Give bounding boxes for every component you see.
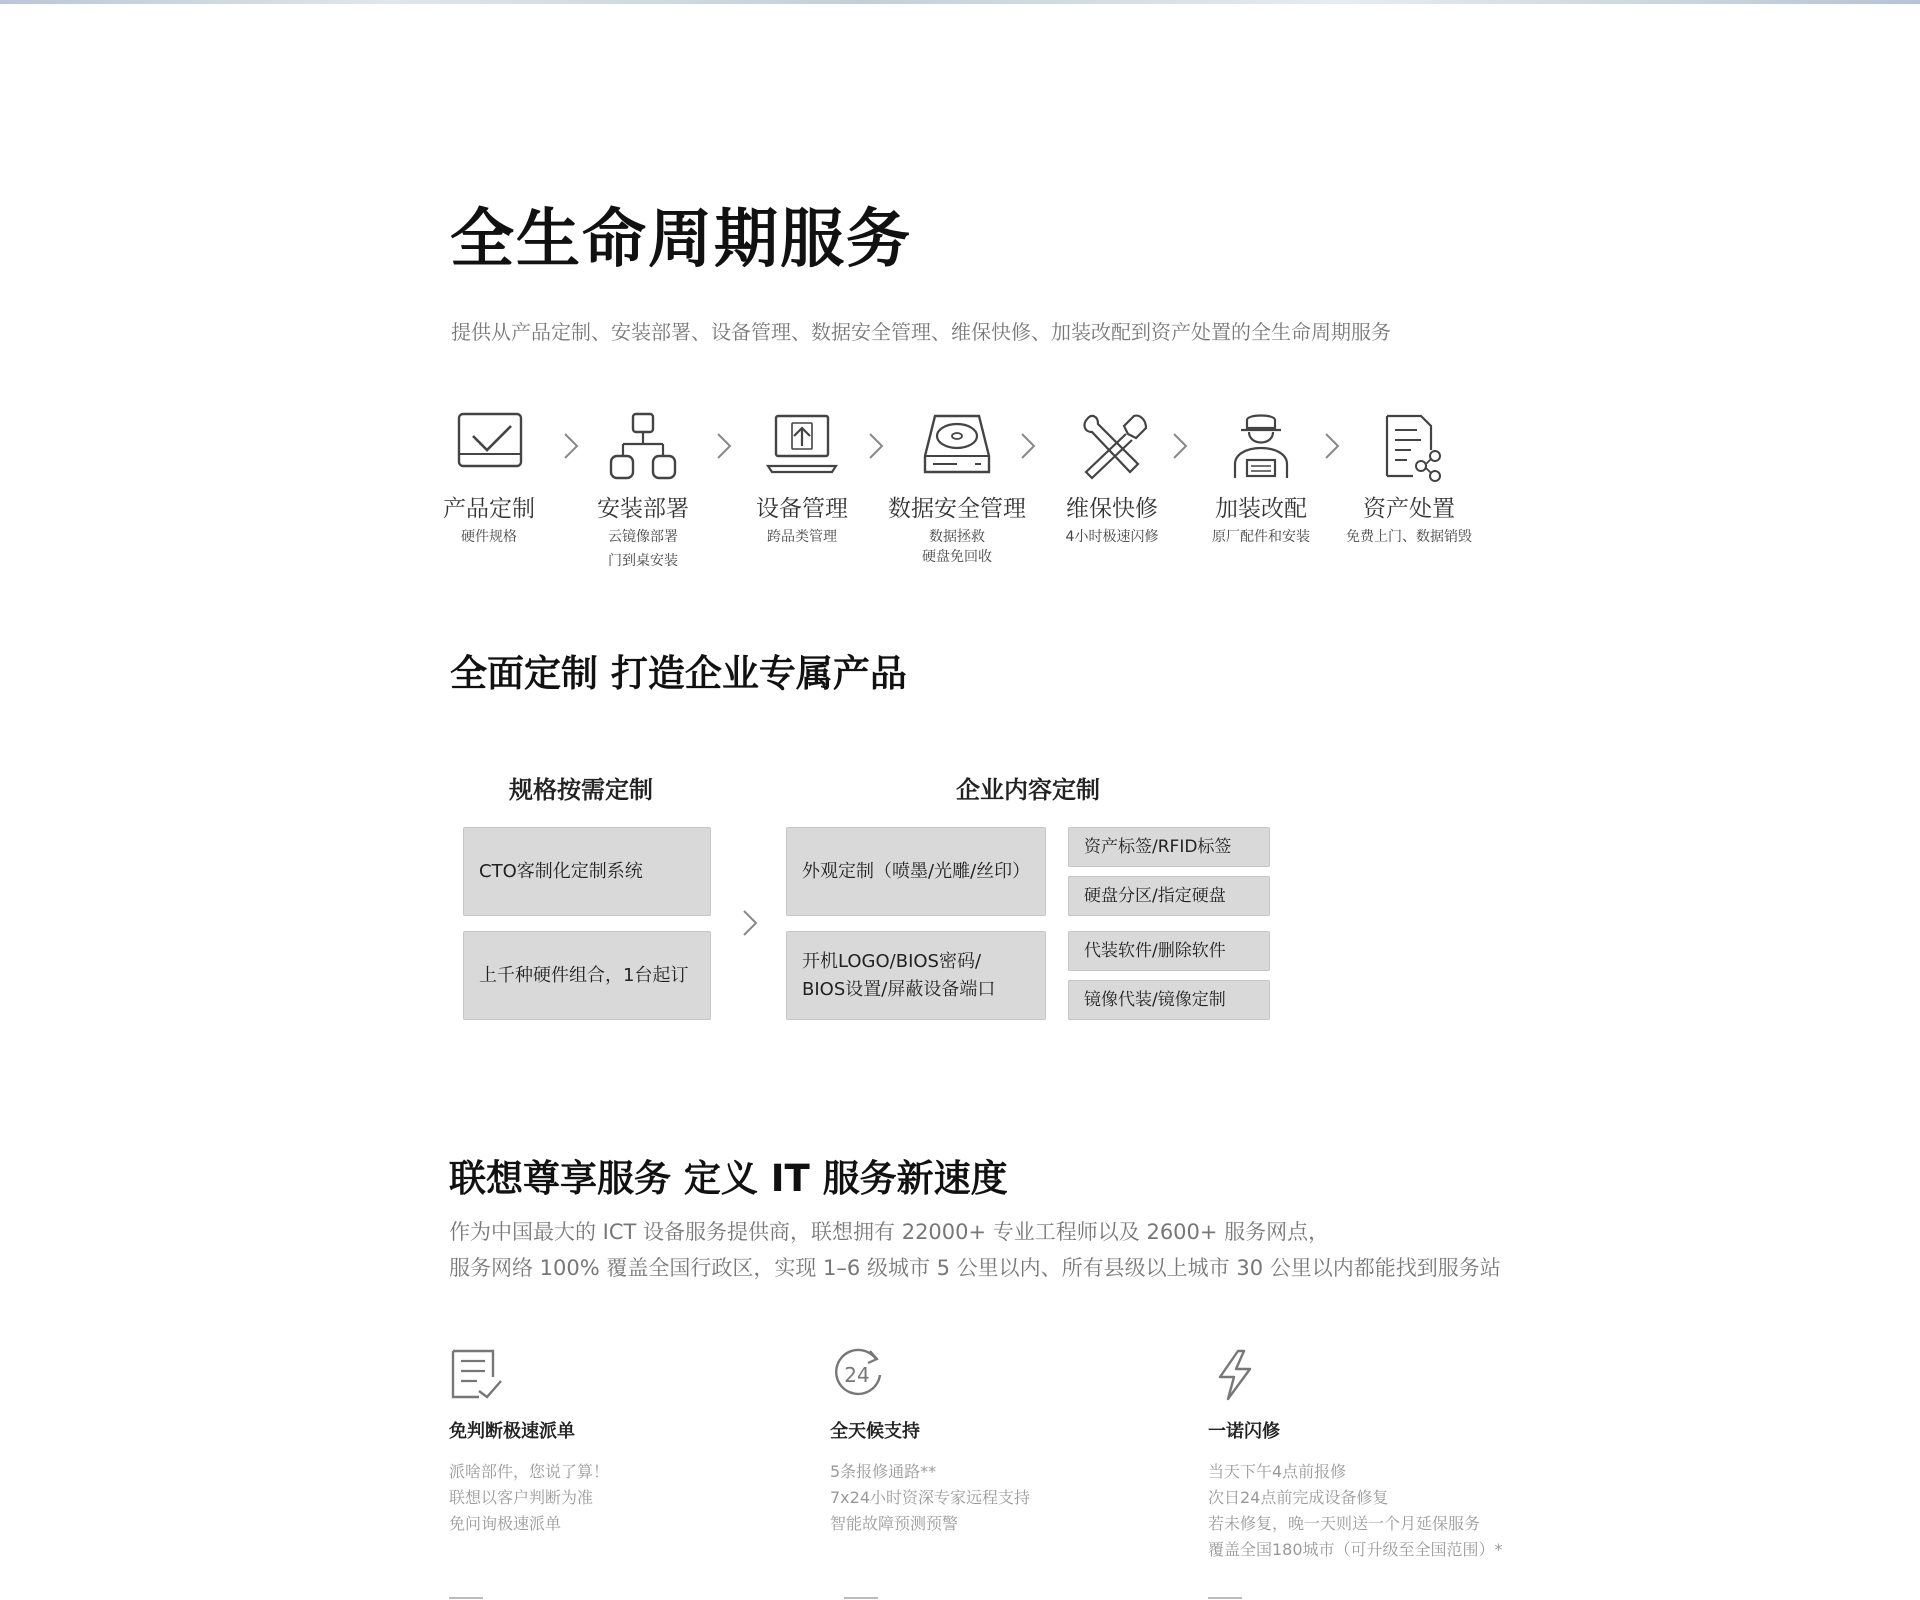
premium-lead xyxy=(449,1214,1501,1286)
hard-drive-icon xyxy=(917,410,997,484)
feature-express-repair xyxy=(1208,1347,1568,1563)
image-box: 镜像代装/镜像定制 xyxy=(1068,980,1270,1020)
feature-line: 智能故障预测预警 xyxy=(830,1514,959,1533)
step-title: 产品定制 xyxy=(443,496,535,522)
lifecycle-intro: 提供从产品定制、安装部署、设备管理、数据安全管理、维保快修、加装改配到资产处置的全生命周期服务 xyxy=(451,320,1391,344)
step-sub: 数据拯救 xyxy=(929,529,985,545)
feature-line: 7x24小时资深专家远程支持 xyxy=(830,1488,1031,1507)
step-title: 数据安全管理 xyxy=(888,496,1026,522)
step-sub: 硬件规格 xyxy=(461,529,517,545)
spec-customization-heading: 规格按需定制 xyxy=(509,776,653,804)
feature-line: 当天下午4点前报修 xyxy=(1208,1462,1347,1481)
step-data-security xyxy=(872,410,1042,567)
feature-line: 若未修复，晚一天则送一个月延保服务 xyxy=(1208,1514,1481,1533)
feature-line: 5条报修通路** xyxy=(830,1462,937,1481)
document-share-icon xyxy=(1369,410,1449,484)
appearance-custom-box: 外观定制（喷墨/光雕/丝印） xyxy=(786,827,1046,916)
content-customization-heading: 企业内容定制 xyxy=(956,776,1100,804)
step-title: 安装部署 xyxy=(597,496,689,522)
bios-line-1: 开机LOGO/BIOS密码/ xyxy=(802,950,982,972)
step-title: 资产处置 xyxy=(1363,496,1455,522)
customization-title: 全面定制 打造企业专属产品 xyxy=(450,652,907,695)
network-nodes-icon xyxy=(603,410,683,484)
premium-lead-line-1: 作为中国最大的 ICT 设备服务提供商，联想拥有 22000+ 专业工程师以及 2600+ 服务网点， xyxy=(449,1220,1330,1244)
step-sub: 原厂配件和安装 xyxy=(1212,529,1310,545)
premium-lead-line-2: 服务网络 100% 覆盖全国行政区，实现 1–6 级城市 5 公里以内、所有县级以上城市 30 公里以内都能找到服务站 xyxy=(449,1256,1501,1280)
step-title: 设备管理 xyxy=(756,496,848,522)
hardware-combo-box: 上千种硬件组合，1台起订 xyxy=(463,931,711,1020)
bios-line-2: BIOS设置/屏蔽设备端口 xyxy=(802,978,996,1000)
lightning-icon xyxy=(1208,1347,1264,1403)
next-section-icon-edge xyxy=(844,1597,878,1599)
step-installation xyxy=(558,410,728,571)
feature-line: 免问询极速派单 xyxy=(449,1514,562,1533)
step-sub: 跨品类管理 xyxy=(767,529,837,545)
checklist-icon xyxy=(449,1347,505,1403)
step-sub: 云镜像部署 xyxy=(608,529,678,545)
premium-title: 联想尊享服务 定义 IT 服务新速度 xyxy=(449,1157,1008,1200)
feature-line: 覆盖全国180城市（可升级至全国范围）* xyxy=(1208,1540,1503,1559)
step-device-management xyxy=(717,410,887,547)
feature-24-support xyxy=(830,1347,1190,1537)
step-sub: 免费上门、数据销毁 xyxy=(1346,529,1472,545)
asset-tag-box: 资产标签/RFID标签 xyxy=(1068,827,1270,867)
software-box: 代装软件/删除软件 xyxy=(1068,931,1270,971)
lifecycle-title: 全生命周期服务 xyxy=(450,203,912,277)
bios-custom-box xyxy=(786,931,1046,1020)
tools-icon xyxy=(1072,410,1152,484)
clock-24-icon xyxy=(830,1347,886,1403)
step-sub: 4小时极速闪修 xyxy=(1065,529,1159,545)
feature-title: 免判断极速派单 xyxy=(449,1421,575,1442)
feature-title: 一诺闪修 xyxy=(1208,1421,1280,1442)
top-banner-edge xyxy=(0,0,1920,4)
feature-title: 全天候支持 xyxy=(830,1421,920,1442)
engineer-icon xyxy=(1221,410,1301,484)
chevron-right-icon xyxy=(740,905,760,941)
checkmark-screen-icon xyxy=(449,410,529,484)
feature-line: 派啥部件，您说了算！ xyxy=(449,1462,610,1481)
disk-partition-box: 硬盘分区/指定硬盘 xyxy=(1068,876,1270,916)
step-product-customization xyxy=(404,410,574,547)
step-upgrade xyxy=(1176,410,1346,547)
laptop-upload-icon xyxy=(762,410,842,484)
step-asset-disposal xyxy=(1324,410,1494,547)
step-sub: 硬盘免回收 xyxy=(922,549,992,565)
feature-line: 联想以客户判断为准 xyxy=(449,1488,594,1507)
feature-line: 次日24点前完成设备修复 xyxy=(1208,1488,1389,1507)
step-sub: 门到桌安装 xyxy=(608,553,678,569)
step-title: 维保快修 xyxy=(1066,496,1158,522)
cto-system-box: CTO客制化定制系统 xyxy=(463,827,711,916)
feature-fast-dispatch xyxy=(449,1347,809,1537)
next-section-icon-edge xyxy=(449,1597,483,1599)
clock-24-label: 24 xyxy=(844,1363,870,1387)
step-title: 加装改配 xyxy=(1215,496,1307,522)
next-section-icon-edge xyxy=(1208,1597,1242,1599)
